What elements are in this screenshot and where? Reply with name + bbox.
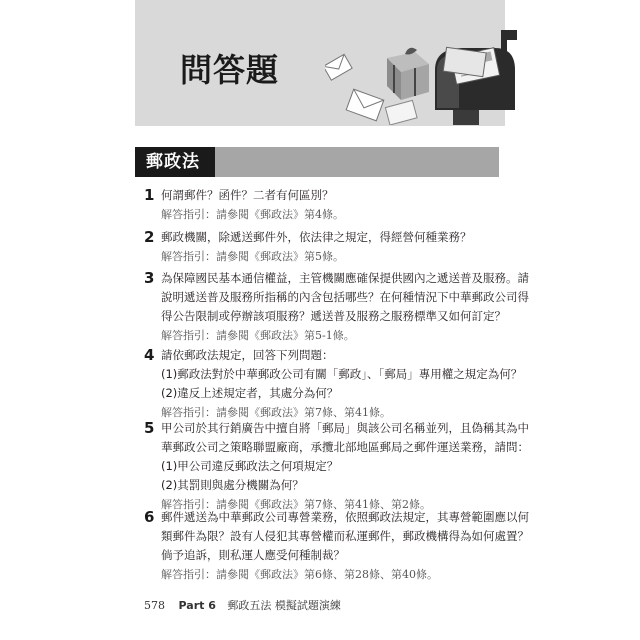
answer-hint: 解答指引：請參閱《郵政法》第6條、第28條、第40條。	[161, 568, 438, 581]
part-label: Part 6	[178, 599, 216, 612]
question-number: 5	[144, 419, 155, 437]
page-title: 問答題	[180, 51, 280, 89]
answer-hint: 解答指引：請參閱《郵政法》第5條。	[161, 250, 344, 263]
question-text-line: (2)其罰則與處分機關為何？	[161, 478, 304, 492]
question-text-line: 華郵政公司之策略聯盟廠商，承攬北部地區郵局之郵件運送業務，請問：	[161, 440, 529, 454]
question-text-line: (2)違反上述規定者，其處分為何？	[161, 386, 339, 400]
question-number: 1	[144, 186, 155, 204]
question-text-line: 郵件遞送為中華郵政公司專營業務，依照郵政法規定，其專營範圍應以何	[161, 510, 529, 524]
question-number: 2	[144, 228, 155, 246]
mailbox-illustration	[325, 20, 520, 125]
mailbox-post	[453, 108, 479, 125]
parcel-icon	[387, 48, 429, 100]
page-number: 578	[144, 599, 165, 612]
question-text-line: 請依郵政法規定，回答下列問題：	[161, 348, 334, 362]
question-text-line: 得公告限制或停辦該項服務？遞送普及服務之服務標準又如何訂定？	[161, 309, 506, 323]
question-text-line: 說明遞送普及服務所指稱的內含包括哪些？在何種情況下中華郵政公司得	[161, 290, 529, 304]
question-number: 3	[144, 269, 155, 287]
page-footer	[144, 598, 341, 614]
answer-hint: 解答指引：請參閱《郵政法》第4條。	[161, 208, 344, 221]
question-text-line: 類郵件為限？設有人侵犯其專營權而私運郵件，郵政機構得為如何處置？	[161, 529, 529, 543]
question-text-line: (1)郵政法對於中華郵政公司有關「郵政」、「郵局」專用權之規定為何？	[161, 367, 523, 381]
answer-hint: 解答指引：請參閱《郵政法》第7條、第41條、第2條。	[161, 498, 431, 511]
question-text-line: 甲公司於其行銷廣告中擅自將「郵局」與該公司名稱並列，且偽稱其為中	[161, 421, 529, 435]
question-text-line: 倘予追訴，則私運人應受何種制裁？	[161, 548, 345, 562]
section-title: 郵政法	[146, 152, 200, 172]
envelope-icon	[346, 89, 384, 121]
question-text-line: 郵政機關，除遞送郵件外，依法律之規定，得經營何種業務？	[161, 230, 472, 244]
question-number: 6	[144, 508, 155, 526]
chapter-title: 郵政五法 模擬試題演練	[227, 599, 341, 612]
answer-hint: 解答指引：請參閱《郵政法》第7條、第41條。	[161, 406, 391, 419]
question-text-line: (1)甲公司違反郵政法之何項規定？	[161, 459, 339, 473]
question-number: 4	[144, 346, 155, 364]
question-text-line: 何謂郵件？函件？二者有何區別？	[161, 188, 334, 202]
envelope-icon	[325, 54, 352, 80]
question-text-line: 為保障國民基本通信權益，主管機關應確保提供國內之遞送普及服務。請	[161, 271, 529, 285]
answer-hint: 解答指引：請參閱《郵政法》第5-1條。	[161, 329, 355, 342]
